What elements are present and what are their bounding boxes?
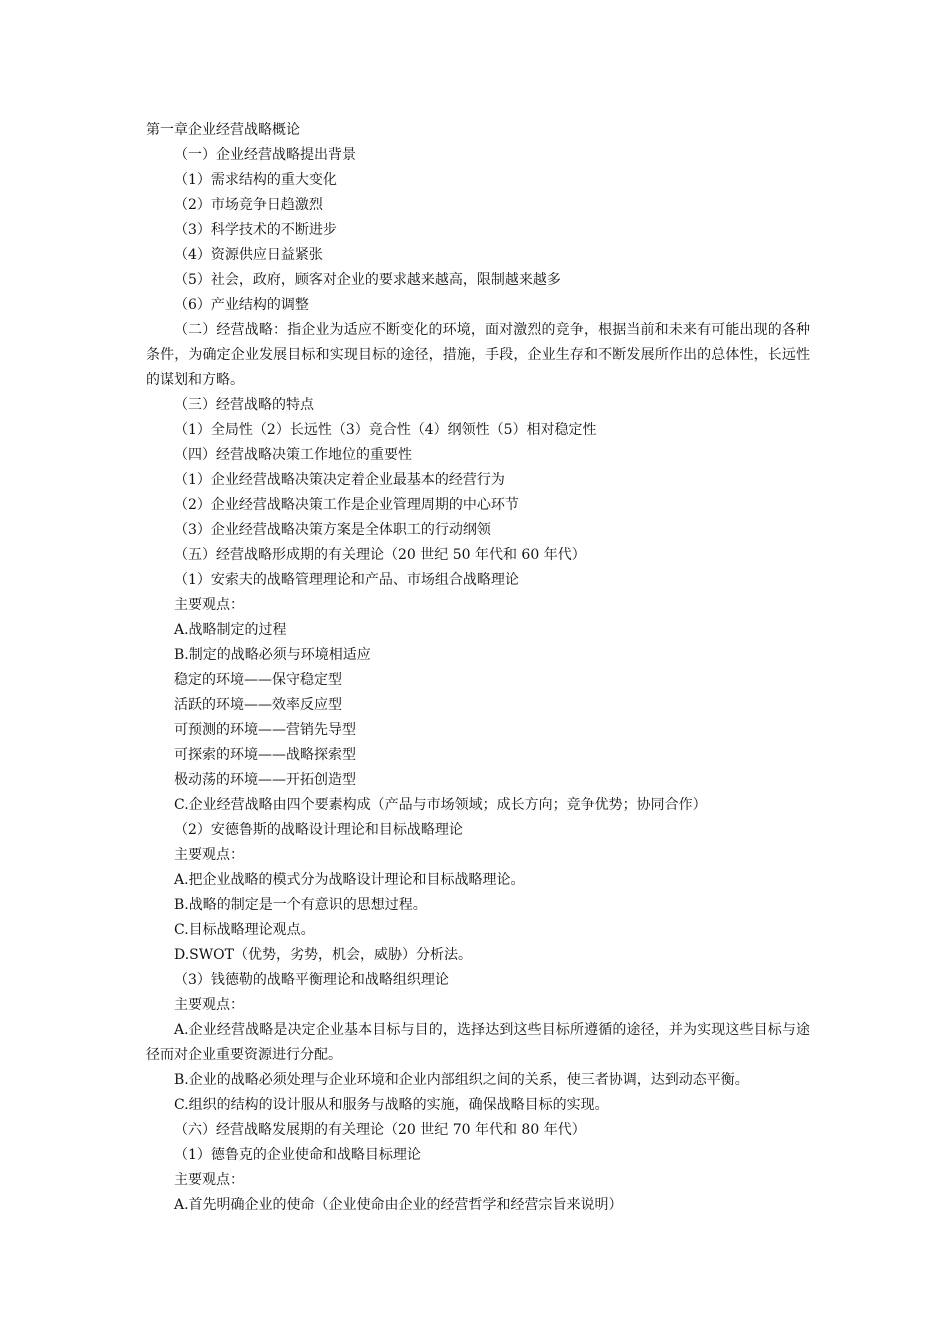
list-item: 可预测的环境——营销先导型: [174, 722, 356, 738]
point-paragraph: A.企业经营战略是决定企业基本目标与目的，选择达到这些目标所遵循的途径，并为实现这些目标与途径而对企业重要资源进行分配。: [146, 1022, 810, 1063]
list-item: B.企业的战略必须处理与企业环境和企业内部组织之间的关系，使三者协调，达到动态平衡。: [174, 1072, 749, 1088]
list-item: C.组织的结构的设计服从和服务与战略的实施，确保战略目标的实现。: [174, 1097, 609, 1113]
list-item: （4）资源供应日益紧张: [174, 247, 323, 263]
list-item: A.战略制定的过程: [174, 622, 287, 638]
key-points-label: 主要观点：: [174, 997, 244, 1013]
list-item: （2）企业经营战略决策工作是企业管理周期的中心环节: [174, 497, 519, 513]
list-item: （1）全局性（2）长远性（3）竞合性（4）纲领性（5）相对稳定性: [174, 422, 597, 438]
list-item: A.首先明确企业的使命（企业使命由企业的经营哲学和经营宗旨来说明）: [174, 1197, 623, 1213]
definition-paragraph: （二）经营战略：指企业为适应不断变化的环境，面对激烈的竞争，根据当前和未来有可能出现的各种条件，为确定企业发展目标和实现目标的途径，措施，手段，企业生存和不断发展所作出的总体性，长远性的谋划和方略。: [146, 322, 810, 388]
list-item: 活跃的环境——效率反应型: [174, 697, 342, 713]
list-item: 稳定的环境——保守稳定型: [174, 672, 342, 688]
section-heading: （六）经营战略发展期的有关理论（20 世纪 70 年代和 80 年代）: [174, 1122, 586, 1138]
list-item: （3）科学技术的不断进步: [174, 222, 337, 238]
key-points-label: 主要观点：: [174, 597, 244, 613]
theory-heading: （2）安德鲁斯的战略设计理论和目标战略理论: [174, 822, 463, 838]
section-heading: （四）经营战略决策工作地位的重要性: [174, 447, 412, 463]
list-item: （3）企业经营战略决策方案是全体职工的行动纲领: [174, 522, 491, 538]
list-item: 可探索的环境——战略探索型: [174, 747, 356, 763]
list-item: （1）需求结构的重大变化: [174, 172, 337, 188]
section-heading: （一）企业经营战略提出背景: [174, 147, 356, 163]
theory-heading: （1）德鲁克的企业使命和战略目标理论: [174, 1147, 421, 1163]
theory-heading: （1）安索夫的战略管理理论和产品、市场组合战略理论: [174, 572, 519, 588]
list-item: C.企业经营战略由四个要素构成（产品与市场领域；成长方向；竞争优势；协同合作）: [174, 797, 707, 813]
chapter-title: 第一章企业经营战略概论: [146, 122, 300, 138]
list-item: B.战略的制定是一个有意识的思想过程。: [174, 897, 427, 913]
list-item: （2）市场竞争日趋激烈: [174, 197, 323, 213]
theory-heading: （3）钱德勒的战略平衡理论和战略组织理论: [174, 972, 449, 988]
list-item: 极动荡的环境——开拓创造型: [174, 772, 356, 788]
list-item: （1）企业经营战略决策决定着企业最基本的经营行为: [174, 472, 505, 488]
list-item: B.制定的战略必须与环境相适应: [174, 647, 371, 663]
key-points-label: 主要观点：: [174, 847, 244, 863]
list-item: D.SWOT（优势，劣势，机会，威胁）分析法。: [174, 947, 472, 963]
section-heading: （三）经营战略的特点: [174, 397, 314, 413]
section-heading: （五）经营战略形成期的有关理论（20 世纪 50 年代和 60 年代）: [174, 547, 586, 563]
list-item: C.目标战略理论观点。: [174, 922, 315, 938]
list-item: （5）社会，政府，顾客对企业的要求越来越高，限制越来越多: [174, 272, 561, 288]
list-item: （6）产业结构的调整: [174, 297, 309, 313]
list-item: A.把企业战略的模式分为战略设计理论和目标战略理论。: [174, 872, 525, 888]
key-points-label: 主要观点：: [174, 1172, 244, 1188]
